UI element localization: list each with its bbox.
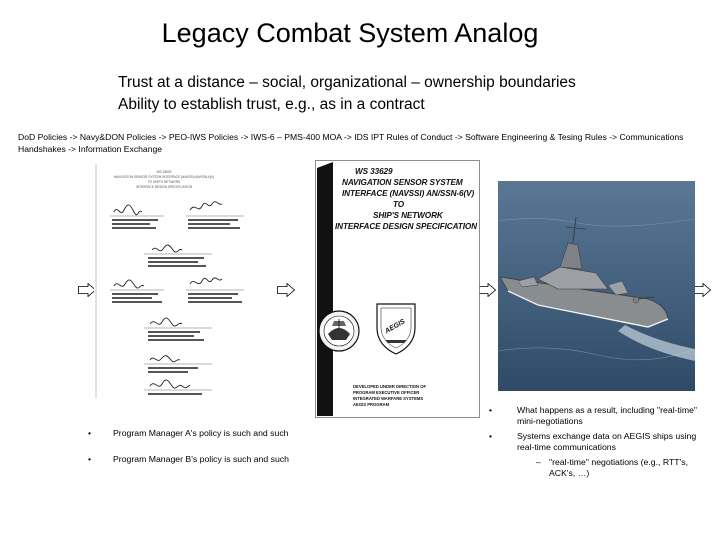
right-bullet-item: What happens as a result, including "real-time" mini-negotiations	[517, 405, 698, 426]
spec-cover-footer-line: PROGRAM EXECUTIVE OFFICER	[353, 390, 420, 395]
spec-cover-line: WS 33629	[355, 167, 393, 176]
signature-row	[144, 380, 212, 395]
left-bullet-item: Program Manager B's policy is such and such	[113, 454, 289, 464]
left-bullet-item: Program Manager A's policy is such and such	[113, 428, 289, 438]
slide-title: Legacy Combat System Analog	[161, 18, 539, 48]
arrow-right-icon	[478, 283, 496, 297]
sigdoc-header-line: NAVIGATION SENSOR SYSTEM INTERFACE (NAVSSI) AN/SSN-6(V)	[113, 175, 215, 179]
sigdoc-header-line: INTERFACE DESIGN SPECIFICATION	[135, 185, 193, 189]
right-bullet-list	[489, 405, 704, 485]
right-bullet-item: Systems exchange data on AEGIS ships using real-time communications	[517, 431, 697, 452]
spec-cover-line: INTERFACE (NAVSSI) AN/SSN-6(V)	[342, 189, 475, 198]
intro-line-ownership: Trust at a distance – social, organizational – ownership boundaries	[118, 74, 576, 91]
aegis-destroyer-photo	[498, 181, 695, 391]
spec-cover-line: INTERFACE DESIGN SPECIFICATION	[335, 222, 477, 231]
signature-row	[144, 318, 212, 341]
right-subbullet-item: "real-time" negotiations (e.g., RTT's, ACK's, …)	[549, 457, 688, 478]
sigdoc-header-line: WS 33629	[156, 170, 172, 174]
spec-cover-footer-line: INTEGRATED WARFARE SYSTEMS	[353, 396, 424, 401]
spec-cover-footer-line: DEVELOPED UNDER DIRECTION OF	[353, 384, 427, 389]
bullet-dot: •	[489, 431, 493, 441]
subbullet-dash: –	[536, 457, 541, 467]
bullet-dot: •	[88, 454, 92, 464]
spec-cover-line: SHIP'S NETWORK	[373, 211, 443, 220]
spec-cover-footer-line: AEGIS PROGRAM	[353, 402, 390, 407]
spec-cover-line: NAVIGATION SENSOR SYSTEM	[342, 178, 463, 187]
aegis-badge-text: AEGIS	[384, 318, 407, 336]
navy-seal-logo	[319, 311, 359, 351]
signature-row	[110, 202, 244, 229]
signature-approval-page-image	[94, 164, 262, 398]
policy-chain-text: DoD Policies -> Navy&DON Policies -> PEO-IWS Policies -> IWS-6 – PMS-400 MOA -> IDS IPT Rules of Conduct -> Software Engineering & Tesing Rules -> Communications Handshakes -> Information Exchange	[18, 132, 684, 154]
signature-row	[110, 278, 244, 303]
sigdoc-header-line: TO SHIP'S NETWORK	[147, 180, 181, 184]
spec-cover-line: TO	[393, 200, 405, 209]
arrow-right-icon	[277, 283, 295, 297]
spec-cover-image	[315, 160, 480, 418]
bullet-dot: •	[489, 405, 493, 415]
signature-row	[144, 356, 212, 373]
arrow-right-icon	[693, 283, 711, 297]
intro-line-contract: Ability to establish trust, e.g., as in a contract	[118, 96, 425, 113]
bullet-dot: •	[88, 428, 92, 438]
signature-row	[144, 245, 212, 267]
left-bullet-list	[88, 428, 303, 478]
